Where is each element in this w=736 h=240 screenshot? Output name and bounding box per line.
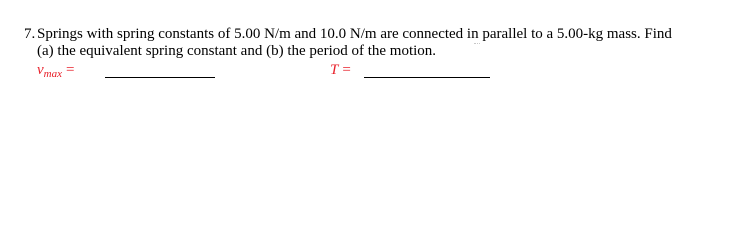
- vmax-answer-label: [37, 60, 74, 84]
- period-equals: =: [342, 62, 351, 78]
- period-symbol: T: [330, 62, 339, 78]
- period-answer-blank[interactable]: [364, 77, 490, 78]
- vmax-equals: =: [66, 62, 75, 78]
- problem-text-line-2: (a) the equivalent spring constant and (b) the period of the motion.: [37, 43, 437, 59]
- vmax-answer-blank[interactable]: [105, 77, 215, 78]
- period-answer-label: [330, 60, 351, 80]
- problem-number: 7.: [24, 26, 36, 42]
- problem-text-line-1: Springs with spring constants of 5.00 N/m and 10.0 N/m are connected in parallel to a 5.00-kg mass. Find: [37, 26, 672, 42]
- vmax-symbol: v: [37, 62, 44, 78]
- vmax-subscript: max: [43, 68, 62, 80]
- faint-mark: [474, 43, 480, 48]
- answer-row: [37, 60, 517, 82]
- problem-7: [0, 0, 736, 117]
